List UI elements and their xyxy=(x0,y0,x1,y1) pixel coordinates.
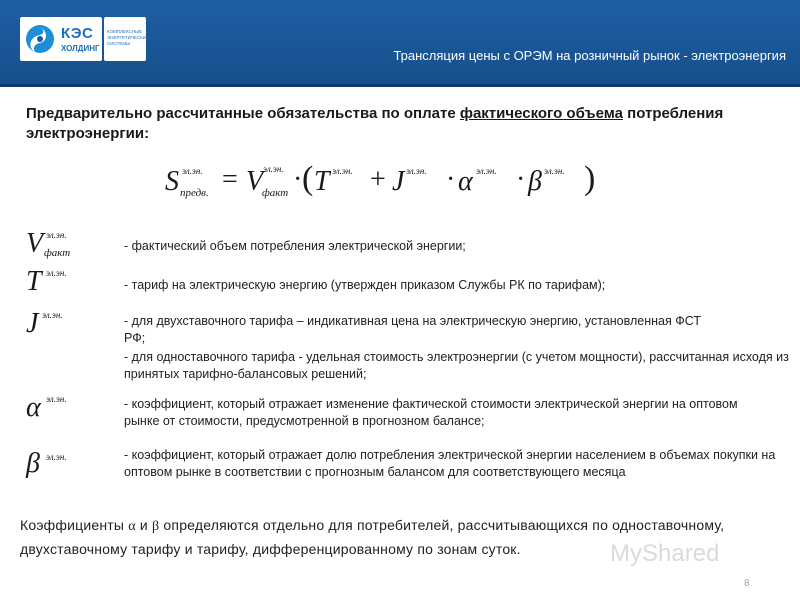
logo-swirl-icon xyxy=(24,23,56,55)
def-text-T: - тариф на электрическую энергию (утвержден приказом Службы РК по тарифам); xyxy=(124,278,606,292)
def-symbol-beta-sup: эл.эн. xyxy=(46,452,67,462)
def-symbol-T: T xyxy=(26,266,42,297)
slide-title: Трансляция цены с ОРЭМ на розничный рынок - электроэнергия xyxy=(393,48,786,63)
formula-J-sup: эл.эн. xyxy=(406,166,427,176)
def-symbol-alpha: α xyxy=(26,392,41,423)
header-bar xyxy=(0,0,800,84)
def-symbol-V: V xyxy=(26,228,44,259)
heading-part1: Предварительно рассчитанные обязательства по оплате xyxy=(26,105,460,122)
def-symbol-J-sup: эл.эн. xyxy=(42,310,63,320)
formula-S-sup: эл.эн. xyxy=(182,166,203,176)
heading-part2: потребления электроэнергии: xyxy=(26,105,724,142)
note-beta: β xyxy=(152,519,160,534)
formula-T-sup: эл.эн. xyxy=(332,166,353,176)
def-symbol-alpha-sup: эл.эн. xyxy=(46,394,67,404)
def-text-beta: - коэффициент, который отражает долю потребления электрической энергии населением в объемах покупки на оптовом рынке в соответствии с прогнозным балансом для соответствующего месяца xyxy=(124,448,776,479)
def-text-J-2: - для одноставочного тарифа - удельная стоимость электроэнергии (с учетом мощности), рассчитанная исходя из принятых тарифно-балансовых решений; xyxy=(124,350,789,381)
section-heading xyxy=(26,104,786,144)
logo-subtitle: ХОЛДИНГ xyxy=(61,44,100,53)
formula-beta: β xyxy=(528,166,542,197)
page-number: 8 xyxy=(744,578,750,589)
formula-T: T xyxy=(314,166,330,197)
formula-S-sub: предв. xyxy=(180,187,209,199)
def-symbol-V-sub: факт xyxy=(44,247,71,259)
note-part2: определяются отдельно для потребителей, рассчитывающихся по одноставочному, двухставочному тарифу и тарифу, дифференцированному по зонам суток. xyxy=(20,517,725,557)
formula-plus: + xyxy=(370,164,386,195)
header-divider xyxy=(0,84,800,87)
heading-underlined: фактического объема xyxy=(459,105,623,122)
formula-alpha-sup: эл.эн. xyxy=(476,166,497,176)
note-part1: Коэффициенты xyxy=(20,517,129,533)
formula-alpha: α xyxy=(458,166,473,197)
def-symbol-J: J xyxy=(26,308,39,339)
formula-rparen: ) xyxy=(584,160,596,197)
def-symbol-beta: β xyxy=(26,448,40,479)
logo-name: КЭС xyxy=(61,25,94,42)
def-symbol-T-sup: эл.эн. xyxy=(46,268,67,278)
note-mid: и xyxy=(135,517,153,533)
formula-V-sup: эл.эн. xyxy=(263,164,284,174)
def-text-alpha: - коэффициент, который отражает изменение фактической стоимости электрической энергии на оптовом рынке от стоимости, предусмотренной в прогнозном балансе; xyxy=(124,397,738,428)
formula-dot-3: · xyxy=(516,164,526,195)
formula-lparen: ( xyxy=(302,160,314,197)
def-text-V: - фактический объем потребления электрической энергии; xyxy=(124,239,466,253)
formula-dot-1: · xyxy=(293,164,303,195)
formula-beta-sup: эл.эн. xyxy=(544,166,565,176)
watermark: MyShared xyxy=(610,540,720,567)
formula-V-sub: факт xyxy=(262,187,289,199)
formula-J: J xyxy=(392,166,405,197)
formula-dot-2: · xyxy=(446,164,456,195)
formula-V: V xyxy=(246,166,264,197)
note-alpha: α xyxy=(128,519,136,534)
formula-S: S xyxy=(165,166,179,197)
def-symbol-V-sup: эл.эн. xyxy=(46,230,67,240)
company-logo xyxy=(20,17,102,61)
formula-equals: = xyxy=(222,164,238,195)
secondary-logo: КОМПЛЕКСНЫЕ ЭНЕРГЕТИЧЕСКИЕ СИСТЕМЫ xyxy=(104,17,146,61)
def-text-J-1: - для двухставочного тарифа – индикативная цена на электрическую энергию, установленная ФСТ РФ; xyxy=(124,314,701,345)
